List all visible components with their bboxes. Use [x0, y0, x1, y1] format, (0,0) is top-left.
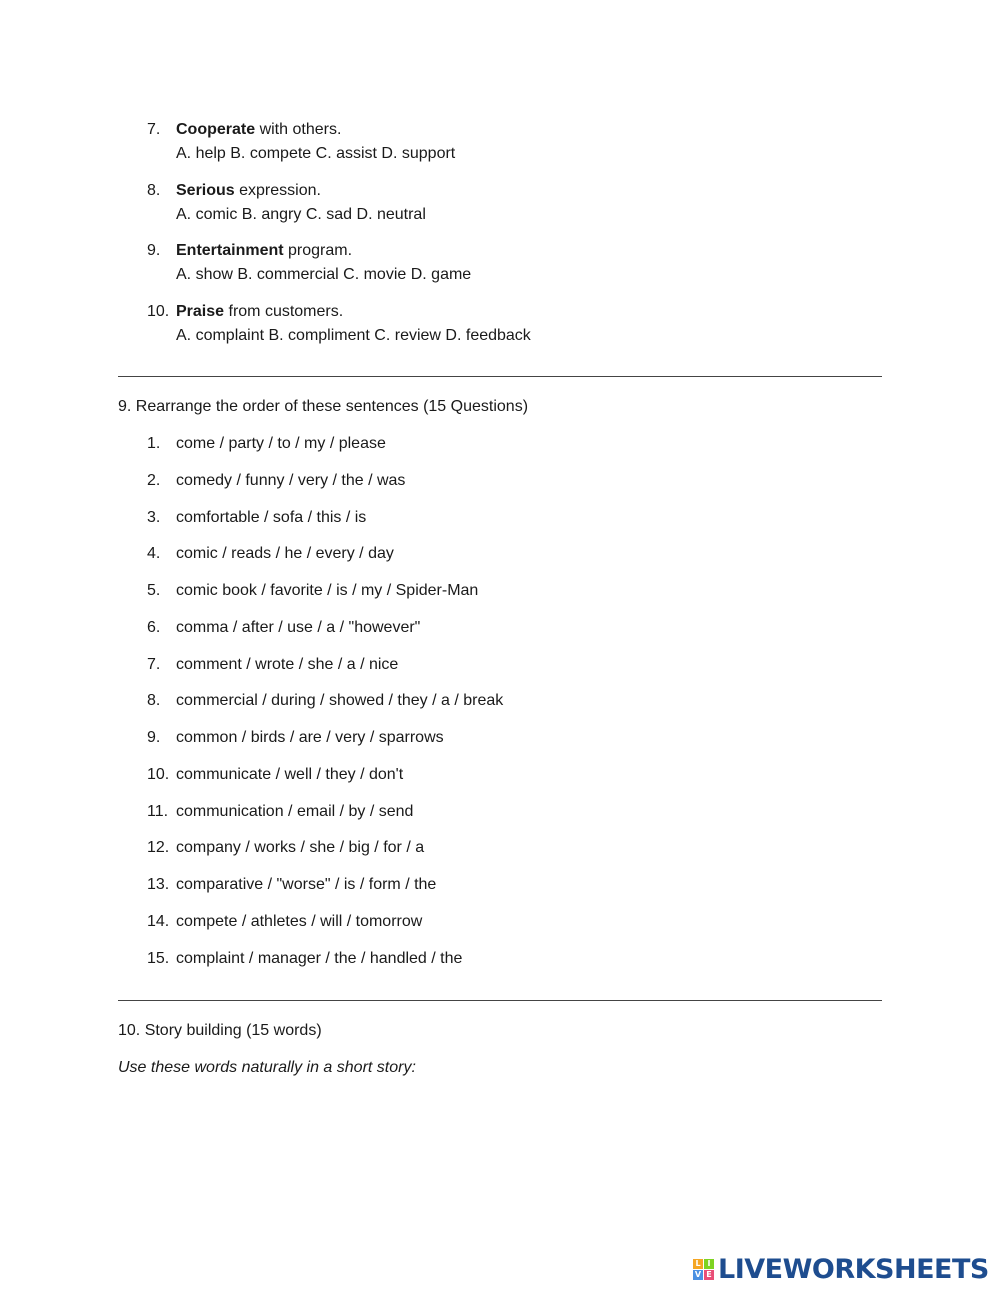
item-number: 1. — [147, 435, 161, 452]
item-number: 14. — [147, 912, 170, 930]
rearrange-item — [147, 800, 847, 824]
question-number: 7. — [147, 121, 161, 138]
rearrange-list — [147, 432, 847, 983]
item-text: common / birds / are / very / sparrows — [176, 729, 444, 746]
vocab-question — [147, 179, 847, 227]
question-options: A. comic B. angry C. sad D. neutral — [176, 205, 426, 223]
item-text: complaint / manager / the / handled / the — [176, 949, 463, 967]
question-term: Entertainment — [176, 242, 284, 259]
question-term: Praise — [176, 302, 225, 320]
question-rest: with others. — [255, 121, 342, 138]
item-text: comma / after / use / a / "however" — [176, 618, 421, 636]
logo-mark-letter: L — [693, 1259, 703, 1269]
question-prompt — [176, 239, 847, 263]
rearrange-item — [147, 432, 847, 456]
question-prompt — [176, 118, 847, 142]
rearrange-item — [147, 542, 847, 566]
section-10-heading: 10. Story building (15 words) — [118, 1022, 322, 1039]
question-prompt — [176, 179, 847, 203]
rearrange-item — [147, 910, 847, 934]
item-number: 11. — [147, 802, 169, 820]
question-rest: from customers. — [224, 302, 344, 320]
logo-mark-letter: I — [704, 1259, 714, 1269]
item-number: 2. — [147, 471, 161, 489]
item-number: 7. — [147, 655, 161, 673]
item-number: 3. — [147, 508, 161, 526]
item-text: commercial / during / showed / they / a / break — [176, 692, 504, 710]
rearrange-item — [147, 579, 847, 603]
rearrange-item — [147, 763, 847, 787]
section-divider — [118, 376, 882, 377]
question-rest: expression. — [234, 181, 321, 199]
item-number: 6. — [147, 618, 161, 636]
section-divider — [118, 1000, 882, 1001]
section-9-heading: 9. Rearrange the order of these sentences (15 Questions) — [118, 398, 529, 415]
question-options: A. show B. commercial C. movie D. game — [176, 266, 472, 283]
item-text: come / party / to / my / please — [176, 435, 386, 452]
item-number: 13. — [147, 876, 170, 893]
question-prompt — [176, 300, 847, 324]
rearrange-item — [147, 689, 847, 713]
item-text: comfortable / sofa / this / is — [176, 508, 367, 526]
vocab-question-list — [147, 118, 847, 360]
logo-mark-letter: E — [704, 1270, 714, 1280]
item-text: comic / reads / he / every / day — [176, 545, 394, 563]
rearrange-item — [147, 836, 847, 860]
vocab-question — [147, 239, 847, 287]
item-text: comment / wrote / she / a / nice — [176, 655, 399, 673]
rearrange-item — [147, 726, 847, 750]
item-text: communication / email / by / send — [176, 802, 414, 820]
question-term: Cooperate — [176, 121, 256, 138]
item-number: 5. — [147, 582, 161, 599]
item-number: 8. — [147, 692, 161, 710]
question-number: 8. — [147, 181, 161, 199]
item-number: 10. — [147, 765, 170, 783]
rearrange-item — [147, 616, 847, 640]
item-number: 9. — [147, 729, 161, 746]
story-instruction: Use these words naturally in a short story: — [118, 1059, 416, 1076]
item-text: compete / athletes / will / tomorrow — [176, 912, 423, 930]
rearrange-item — [147, 947, 847, 971]
question-term: Serious — [176, 181, 235, 199]
question-number: 10. — [147, 302, 170, 320]
question-options: A. complaint B. compliment C. review D. feedback — [176, 326, 531, 344]
item-text: comic book / favorite / is / my / Spider-Man — [176, 582, 479, 599]
vocab-question — [147, 300, 847, 348]
rearrange-item — [147, 653, 847, 677]
item-number: 15. — [147, 949, 170, 967]
logo-text: LIVEWORKSHEETS — [718, 1253, 989, 1285]
item-text: comparative / "worse" / is / form / the — [176, 876, 437, 893]
item-number: 12. — [147, 839, 170, 857]
item-text: company / works / she / big / for / a — [176, 839, 425, 857]
liveworksheets-logo — [693, 1254, 989, 1284]
question-number: 9. — [147, 242, 161, 259]
rearrange-item — [147, 873, 847, 897]
logo-mark-icon — [693, 1259, 714, 1280]
item-text: communicate / well / they / don't — [176, 765, 404, 783]
question-options: A. help B. compete C. assist D. support — [176, 145, 456, 162]
item-number: 4. — [147, 545, 161, 563]
rearrange-item — [147, 506, 847, 530]
logo-mark-letter: V — [694, 1269, 702, 1279]
question-rest: program. — [283, 242, 353, 259]
rearrange-item — [147, 469, 847, 493]
vocab-question — [147, 118, 847, 166]
item-text: comedy / funny / very / the / was — [176, 471, 406, 489]
